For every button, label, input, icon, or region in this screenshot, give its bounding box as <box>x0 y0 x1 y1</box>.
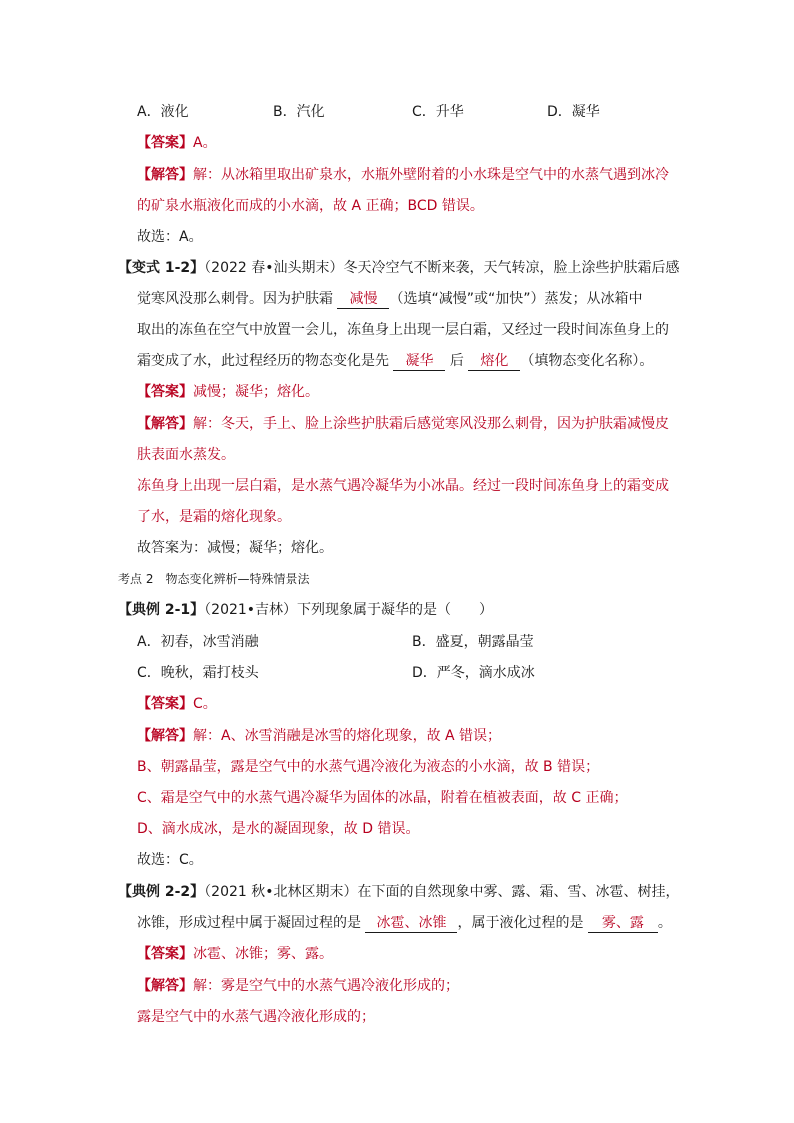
q2-analysis-line-3: 冻鱼身上出现一层白霜，是水蒸气遇冷凝华为小冰晶。经过一段时间冻鱼身上的霜变成 <box>137 478 669 494</box>
analysis-text: 解：雾是空气中的水蒸气遇冷液化形成的； <box>193 978 459 994</box>
q4-blank-2: 雾、露 <box>588 914 658 933</box>
q3-analysis-line-4: D、滴水成冰，是水的凝固现象，故 D 错误。 <box>137 821 420 837</box>
q3-analysis-line-1 <box>137 726 501 746</box>
answer-label: 【答案】 <box>137 384 193 400</box>
q2-blank-1: 减慢 <box>337 290 389 309</box>
question-stem: （2021 秋•北林区期末）在下面的自然现象中雾、露、霜、雪、冰雹、树挂， <box>204 884 680 900</box>
q2-line-4 <box>137 351 653 371</box>
q1-option-a: A．液化 <box>137 104 189 120</box>
q1-analysis-line-1 <box>137 165 669 185</box>
question-tag: 【典例 2-2】 <box>118 884 205 900</box>
q2-line-3: 取出的冻鱼在空气中放置一会儿，冻鱼身上出现一层白霜，又经过一段时间冻鱼身上的 <box>137 322 669 338</box>
analysis-label: 【解答】 <box>137 167 193 183</box>
q2-text: 霜变成了水，此过程经历的物态变化是先 <box>137 353 394 369</box>
answer-text: 冰雹、冰锥；雾、露。 <box>193 946 333 962</box>
q1-choose: 故选：A。 <box>137 229 203 245</box>
q2-line-1 <box>118 258 680 278</box>
q3-option-c: C．晚秋，霜打枝头 <box>137 665 259 681</box>
q4-line-1 <box>118 882 680 902</box>
q2-text: 觉寒风没那么刺骨。因为护肤霜 <box>137 291 338 307</box>
answer-text: A。 <box>193 135 217 151</box>
q2-analysis-line-1 <box>137 414 669 434</box>
analysis-label: 【解答】 <box>137 978 193 994</box>
answer-label: 【答案】 <box>137 135 193 151</box>
q2-text: 后 <box>445 353 469 369</box>
analysis-label: 【解答】 <box>137 728 193 744</box>
answer-text: C。 <box>193 696 217 712</box>
q1-answer <box>137 133 217 153</box>
q4-blank-1: 冰雹、冰锥 <box>365 914 457 933</box>
q2-line-2 <box>137 289 642 309</box>
q2-text: （填物态变化名称）。 <box>520 353 654 369</box>
q4-analysis-line-2: 露是空气中的水蒸气遇冷液化形成的； <box>137 1009 375 1025</box>
q4-text: 冰锥，形成过程中属于凝固过程的是 <box>137 915 366 931</box>
q3-line-1 <box>118 600 493 620</box>
analysis-text: 解：A、冰雪消融是冰雪的熔化现象，故 A 错误； <box>193 728 502 744</box>
q4-text: 。 <box>657 915 672 931</box>
analysis-label: 【解答】 <box>137 416 193 432</box>
answer-label: 【答案】 <box>137 696 193 712</box>
question-stem: （2021•吉林）下列现象属于凝华的是（ ） <box>204 602 494 618</box>
q3-option-d: D．严冬，滴水成冰 <box>412 665 535 681</box>
q2-analysis-line-4: 了水，是霜的熔化现象。 <box>137 509 291 525</box>
q4-text: ，属于液化过程的是 <box>457 915 588 931</box>
analysis-text: 解：冬天，手上、脸上涂些护肤霜后感觉寒风没那么刺骨，因为护肤霜减慢皮 <box>193 416 669 432</box>
q3-option-a: A．初春，冰雪消融 <box>137 634 259 650</box>
q3-option-b: B．盛夏，朝露晶莹 <box>412 634 534 650</box>
q4-analysis-line-1 <box>137 976 459 996</box>
q2-blank-2: 凝华 <box>393 352 445 371</box>
q2-text: （选填“减慢”或“加快”）蒸发；从冰箱中 <box>389 291 643 307</box>
q2-answer <box>137 382 319 402</box>
section-title: 考点 2 物态变化辨析—特殊情景法 <box>118 572 310 586</box>
q2-final-answer: 故答案为：减慢；凝华；熔化。 <box>137 540 333 556</box>
analysis-text: 解：从冰箱里取出矿泉水，水瓶外壁附着的小水珠是空气中的水蒸气遇到冰冷 <box>193 167 669 183</box>
q1-option-c: C．升华 <box>412 104 464 120</box>
q3-choose: 故选：C。 <box>137 852 203 868</box>
q3-analysis-line-2: B、朝露晶莹，露是空气中的水蒸气遇冷液化为液态的小水滴，故 B 错误； <box>137 759 600 775</box>
question-tag: 【典例 2-1】 <box>118 602 205 618</box>
question-stem: （2022 春•汕头期末）冬天冷空气不断来袭，天气转凉，脸上涂些护肤霜后感 <box>204 260 680 276</box>
q2-analysis-line-2: 肤表面水蒸发。 <box>137 447 235 463</box>
answer-text: 减慢；凝华；熔化。 <box>193 384 319 400</box>
q4-line-2 <box>137 913 672 933</box>
q2-blank-3: 熔化 <box>468 352 520 371</box>
q1-option-d: D．凝华 <box>547 104 600 120</box>
answer-label: 【答案】 <box>137 946 193 962</box>
q4-answer <box>137 944 333 964</box>
q3-analysis-line-3: C、霜是空气中的水蒸气遇冷凝华为固体的冰晶，附着在植被表面，故 C 正确； <box>137 790 628 806</box>
q1-option-b: B．汽化 <box>273 104 325 120</box>
question-tag: 【变式 1-2】 <box>118 260 205 276</box>
q1-analysis-line-2: 的矿泉水瓶液化而成的小水滴，故 A 正确；BCD 错误。 <box>137 198 484 214</box>
q3-answer <box>137 694 217 714</box>
